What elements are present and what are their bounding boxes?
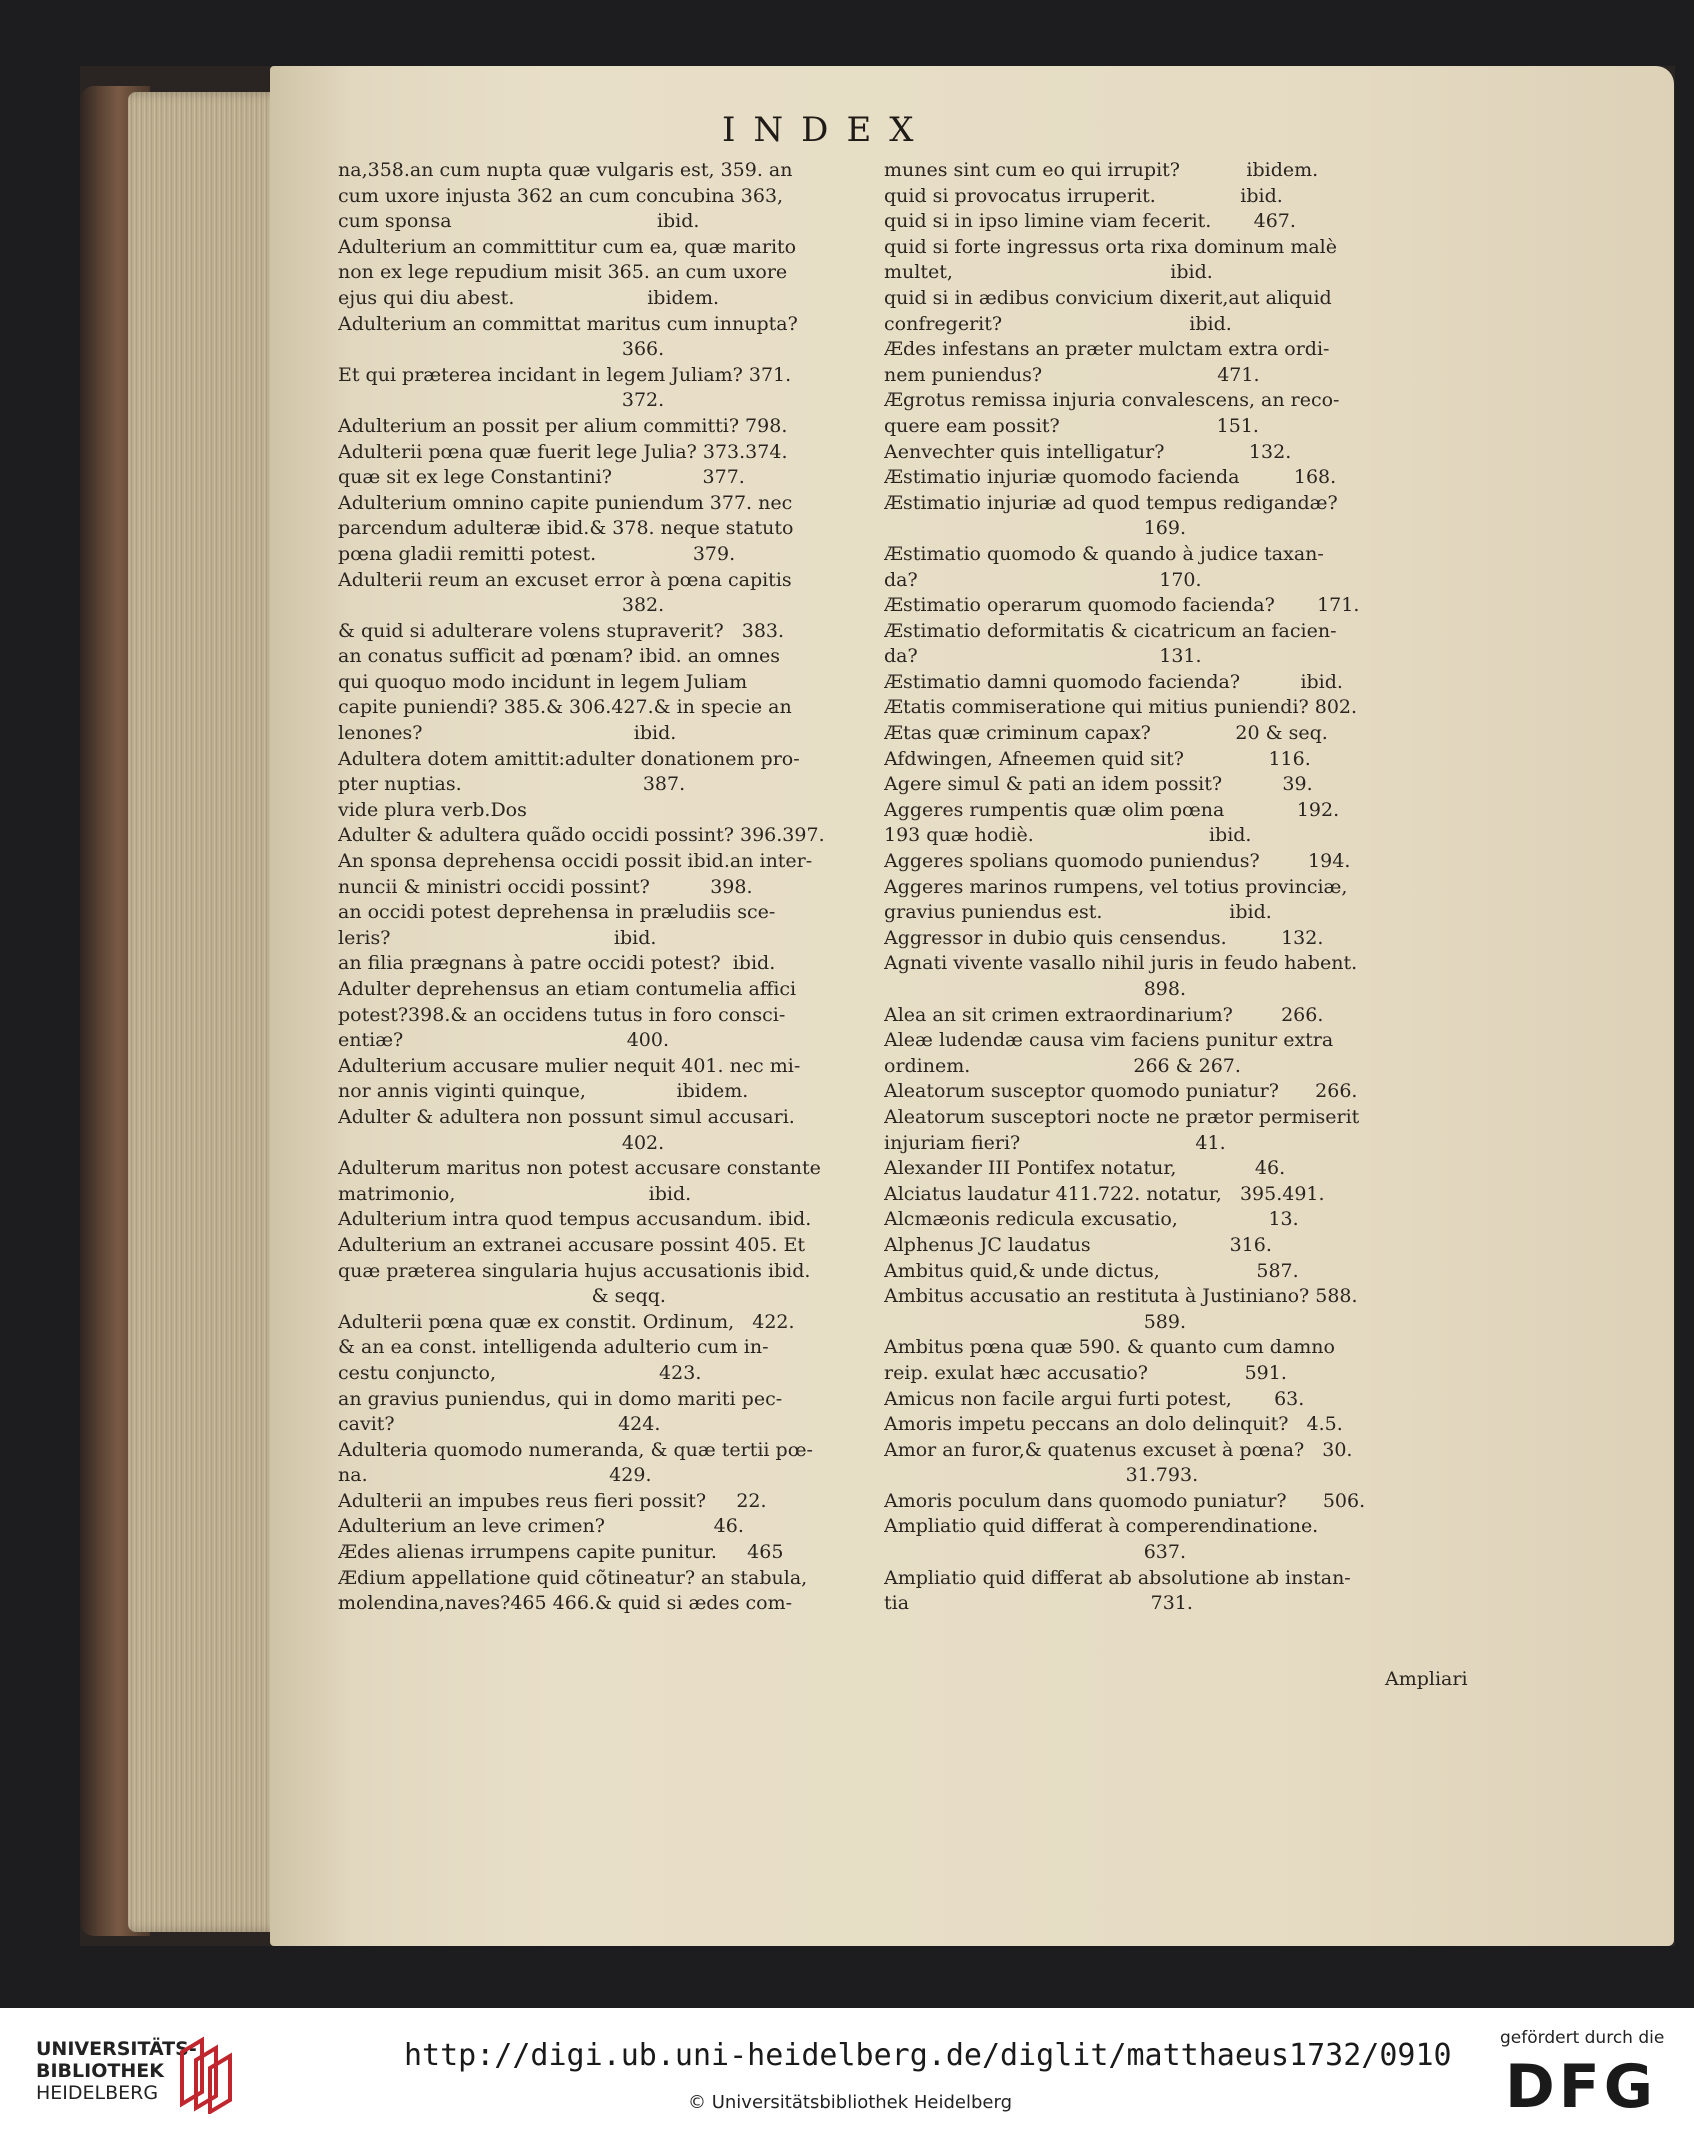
index-entry: 589.	[884, 1310, 1187, 1333]
index-entry: quæ sit ex lege Constantini? 377.	[338, 466, 745, 489]
index-entry: Amoris poculum dans quomodo puniatur? 506.	[884, 1489, 1366, 1512]
index-entry: 193 quæ hodiè. ibid.	[884, 824, 1252, 847]
index-entry: quere eam possit? 151.	[884, 414, 1259, 437]
index-entry: Aggeres rumpentis quæ olim pœna 192.	[884, 798, 1340, 821]
index-entry: Adulterium accusare mulier nequit 401. nec mi-	[338, 1054, 801, 1077]
index-entry: & an ea const. intelligenda adulterio cum in-	[338, 1336, 769, 1359]
index-entry: Adulteria quomodo numeranda, & quæ tertii pœ-	[338, 1438, 813, 1461]
index-entry: 382.	[338, 594, 665, 617]
index-entry: cavit? 424.	[338, 1413, 661, 1436]
index-entry: Adulterium an possit per alium committi? 798.	[338, 414, 788, 437]
index-entry: cum sponsa ibid.	[338, 210, 700, 233]
index-entry: reip. exulat hæc accusatio? 591.	[884, 1361, 1287, 1384]
index-entry: Ambitus pœna quæ 590. & quanto cum damno	[884, 1336, 1335, 1359]
index-entry: Adulterii an impubes reus fieri possit? 22.	[338, 1489, 767, 1512]
index-entry: ejus qui diu abest. ibidem.	[338, 286, 720, 309]
index-entry: potest?398.& an occidens tutus in foro consci-	[338, 1003, 786, 1026]
index-entry: Ætas quæ criminum capax? 20 & seq.	[884, 722, 1328, 745]
index-entry: Ambitus quid,& unde dictus, 587.	[884, 1259, 1299, 1282]
index-entry: Adulterii reum an excuset error à pœna capitis	[338, 568, 792, 591]
index-entry: Adulterium omnino capite puniendum 377. nec	[338, 491, 793, 514]
index-entry: Ampliatio quid differat ab absolutione ab instan-	[884, 1566, 1351, 1589]
index-entry: Aenvechter quis intelligatur? 132.	[884, 440, 1292, 463]
index-entry: Agnati vivente vasallo nihil juris in feudo habent.	[884, 952, 1358, 975]
index-entry: An sponsa deprehensa occidi possit ibid.an inter-	[338, 850, 813, 873]
index-entry: Adultera dotem amittit:adulter donationem pro-	[338, 747, 800, 770]
index-entry: entiæ? 400.	[338, 1029, 670, 1052]
index-entry: Ætatis commiseratione qui mitius puniendi? 802.	[884, 696, 1358, 719]
index-entry: 372.	[338, 389, 665, 412]
index-entry: 637.	[884, 1541, 1187, 1564]
index-entry: lenones? ibid.	[338, 722, 677, 745]
index-entry: leris? ibid.	[338, 926, 657, 949]
index-entry: Adulter & adultera quãdo occidi possint? 396.397.	[338, 824, 825, 847]
library-line-2: BIBLIOTHEK	[36, 2060, 164, 2082]
index-entry: Adulterium an committat maritus cum innupta?	[338, 312, 798, 335]
index-entry: Adulterium an extranei accusare possint 405. Et	[338, 1233, 805, 1256]
index-entry: an conatus sufficit ad pœnam? ibid. an omnes	[338, 645, 781, 668]
index-entry: 898.	[884, 978, 1187, 1000]
index-entry: Adulter deprehensus an etiam contumelia affici	[338, 978, 797, 1000]
index-entry: Æstimatio damni quomodo facienda? ibid.	[884, 670, 1343, 693]
index-entry: da? 131.	[884, 645, 1202, 668]
index-entry: quid si provocatus irruperit. ibid.	[884, 184, 1283, 207]
index-entry: Ædes alienas irrumpens capite punitur. 465	[338, 1541, 784, 1564]
index-entry: parcendum adulteræ ibid.& 378. neque statuto	[338, 517, 794, 540]
index-entry: Adulter & adultera non possunt simul accusari.	[338, 1105, 795, 1128]
index-entry: confregerit? ibid.	[884, 312, 1232, 335]
index-entry: multet, ibid.	[884, 261, 1213, 284]
index-entry: Amor an furor,& quatenus excuset à pœna? 30.	[884, 1438, 1353, 1461]
left-column	[338, 158, 898, 1617]
index-entry: Aggeres marinos rumpens, vel totius provinciæ,	[884, 875, 1348, 898]
index-entry: matrimonio, ibid.	[338, 1182, 692, 1205]
index-entry: Æstimatio operarum quomodo facienda? 171.	[884, 594, 1360, 617]
page-edges	[128, 92, 288, 1932]
index-entry: nor annis viginti quinque, ibidem.	[338, 1080, 749, 1103]
index-entry: 366.	[338, 338, 665, 361]
index-entry: Agere simul & pati an idem possit? 39.	[884, 773, 1313, 796]
index-entry: cum uxore injusta 362 an cum concubina 363,	[338, 184, 784, 207]
index-entry: Et qui præterea incidant in legem Juliam? 371.	[338, 363, 792, 386]
index-entry: Alphenus JC laudatus 316.	[884, 1233, 1272, 1256]
index-entry: Adulterii pœna quæ ex constit. Ordinum, 422.	[338, 1310, 795, 1333]
index-entry: Adulterium an committitur cum ea, quæ marito	[338, 235, 797, 258]
index-entry: Alexander III Pontifex notatur, 46.	[884, 1157, 1286, 1180]
index-entry: 402.	[338, 1131, 665, 1154]
index-entry: Ædes infestans an præter mulctam extra ordi-	[884, 338, 1330, 361]
index-entry: Aleatorum susceptori nocte ne prætor permiserit	[884, 1105, 1360, 1128]
index-entry: tia 731.	[884, 1592, 1193, 1615]
index-entry: Aleæ ludendæ causa vim faciens punitur extra	[884, 1029, 1334, 1052]
index-entry: Ædium appellatione quid cõtineatur? an stabula,	[338, 1566, 808, 1589]
index-entry: qui quoquo modo incidunt in legem Juliam	[338, 670, 748, 693]
index-entry: quid si in ædibus convicium dixerit,aut aliquid	[884, 286, 1332, 309]
catchword: Ampliari	[1385, 1668, 1468, 1690]
index-entry: Æstimatio injuriæ ad quod tempus redigandæ?	[884, 491, 1338, 514]
index-entry: da? 170.	[884, 568, 1202, 591]
index-entry: an occidi potest deprehensa in præludiis sce-	[338, 901, 776, 924]
index-entry: & quid si adulterare volens stupraverit? 383.	[338, 619, 785, 642]
permalink-url[interactable]: http://digi.ub.uni-heidelberg.de/diglit/matthaeus1732/0910	[404, 2038, 1452, 2073]
index-entry: quid si in ipso limine viam fecerit. 467.	[884, 210, 1296, 233]
index-entry: ordinem. 266 & 267.	[884, 1054, 1241, 1077]
index-entry: molendina,naves?465 466.& quid si ædes com-	[338, 1592, 793, 1615]
index-entry: na,358.an cum nupta quæ vulgaris est, 359. an	[338, 159, 793, 181]
dfg-logo: DFG	[1505, 2052, 1658, 2122]
index-entry: Aggeres spolians quomodo puniendus? 194.	[884, 850, 1351, 873]
index-entry: Amicus non facile argui furti potest, 63.	[884, 1387, 1305, 1410]
index-entry: Ægrotus remissa injuria convalescens, an reco-	[884, 389, 1340, 412]
index-entry: Amoris impetu peccans an dolo delinquit? 4.5.	[884, 1413, 1343, 1436]
index-entry: Alciatus laudatur 411.722. notatur, 395.491.	[884, 1182, 1325, 1205]
copyright-notice: © Universitätsbibliothek Heidelberg	[688, 2092, 1013, 2113]
index-entry: Adulterum maritus non potest accusare constante	[338, 1157, 821, 1180]
index-entry: Æstimatio quomodo & quando à judice taxan-	[884, 542, 1324, 565]
library-logo-icon	[172, 2034, 236, 2114]
index-entry: cestu conjuncto, 423.	[338, 1361, 702, 1384]
viewer-footer	[0, 2008, 1694, 2130]
index-entry: injuriam fieri? 41.	[884, 1131, 1226, 1154]
index-entry: 169.	[884, 517, 1187, 540]
index-entry: nuncii & ministri occidi possint? 398.	[338, 875, 753, 898]
index-entry: Æstimatio injuriæ quomodo facienda 168.	[884, 466, 1337, 489]
index-entry: pter nuptias. 387.	[338, 773, 686, 796]
right-column	[884, 158, 1444, 1617]
index-entry: Ampliatio quid differat à comperendinatione.	[884, 1515, 1319, 1538]
index-entry: non ex lege repudium misit 365. an cum uxore	[338, 261, 788, 284]
index-entry: Adulterium intra quod tempus accusandum. ibid.	[338, 1208, 812, 1231]
index-entry: Ambitus accusatio an restituta à Justiniano? 588.	[884, 1285, 1358, 1308]
index-entry: Æstimatio deformitatis & cicatricum an facien-	[884, 619, 1337, 642]
index-entry: vide plura verb.Dos	[338, 798, 527, 821]
index-entry: capite puniendi? 385.& 306.427.& in specie an	[338, 696, 792, 719]
index-entry: na. 429.	[338, 1464, 652, 1487]
index-entry: quid si forte ingressus orta rixa dominum malè	[884, 235, 1338, 258]
index-entry: an filia prægnans à patre occidi potest? ibid.	[338, 952, 776, 975]
index-entry: Afdwingen, Afneemen quid sit? 116.	[884, 747, 1311, 770]
library-line-1: UNIVERSITÄTS-	[36, 2038, 197, 2060]
index-entry: munes sint cum eo qui irrupit? ibidem.	[884, 159, 1319, 181]
index-entry: gravius puniendus est. ibid.	[884, 901, 1272, 924]
library-line-3: HEIDELBERG	[36, 2082, 159, 2104]
index-entry: Alea an sit crimen extraordinarium? 266.	[884, 1003, 1324, 1026]
index-entry: 31.793.	[884, 1464, 1199, 1487]
running-head: INDEX	[722, 110, 932, 150]
index-entry: Alcmæonis redicula excusatio, 13.	[884, 1208, 1299, 1231]
index-entry: pœna gladii remitti potest. 379.	[338, 542, 736, 565]
index-entry: quæ præterea singularia hujus accusationis ibid.	[338, 1259, 811, 1282]
index-entry: Adulterii pœna quæ fuerit lege Julia? 373.374.	[338, 440, 788, 463]
index-entry: nem puniendus? 471.	[884, 363, 1260, 386]
index-entry: Aggressor in dubio quis censendus. 132.	[884, 926, 1324, 949]
funded-by-label: gefördert durch die	[1500, 2028, 1665, 2048]
index-entry: Adulterium an leve crimen? 46.	[338, 1515, 744, 1538]
index-entry: Aleatorum susceptor quomodo puniatur? 266.	[884, 1080, 1358, 1103]
index-entry: & seqq.	[338, 1285, 666, 1308]
index-entry: an gravius puniendus, qui in domo mariti pec-	[338, 1387, 783, 1410]
